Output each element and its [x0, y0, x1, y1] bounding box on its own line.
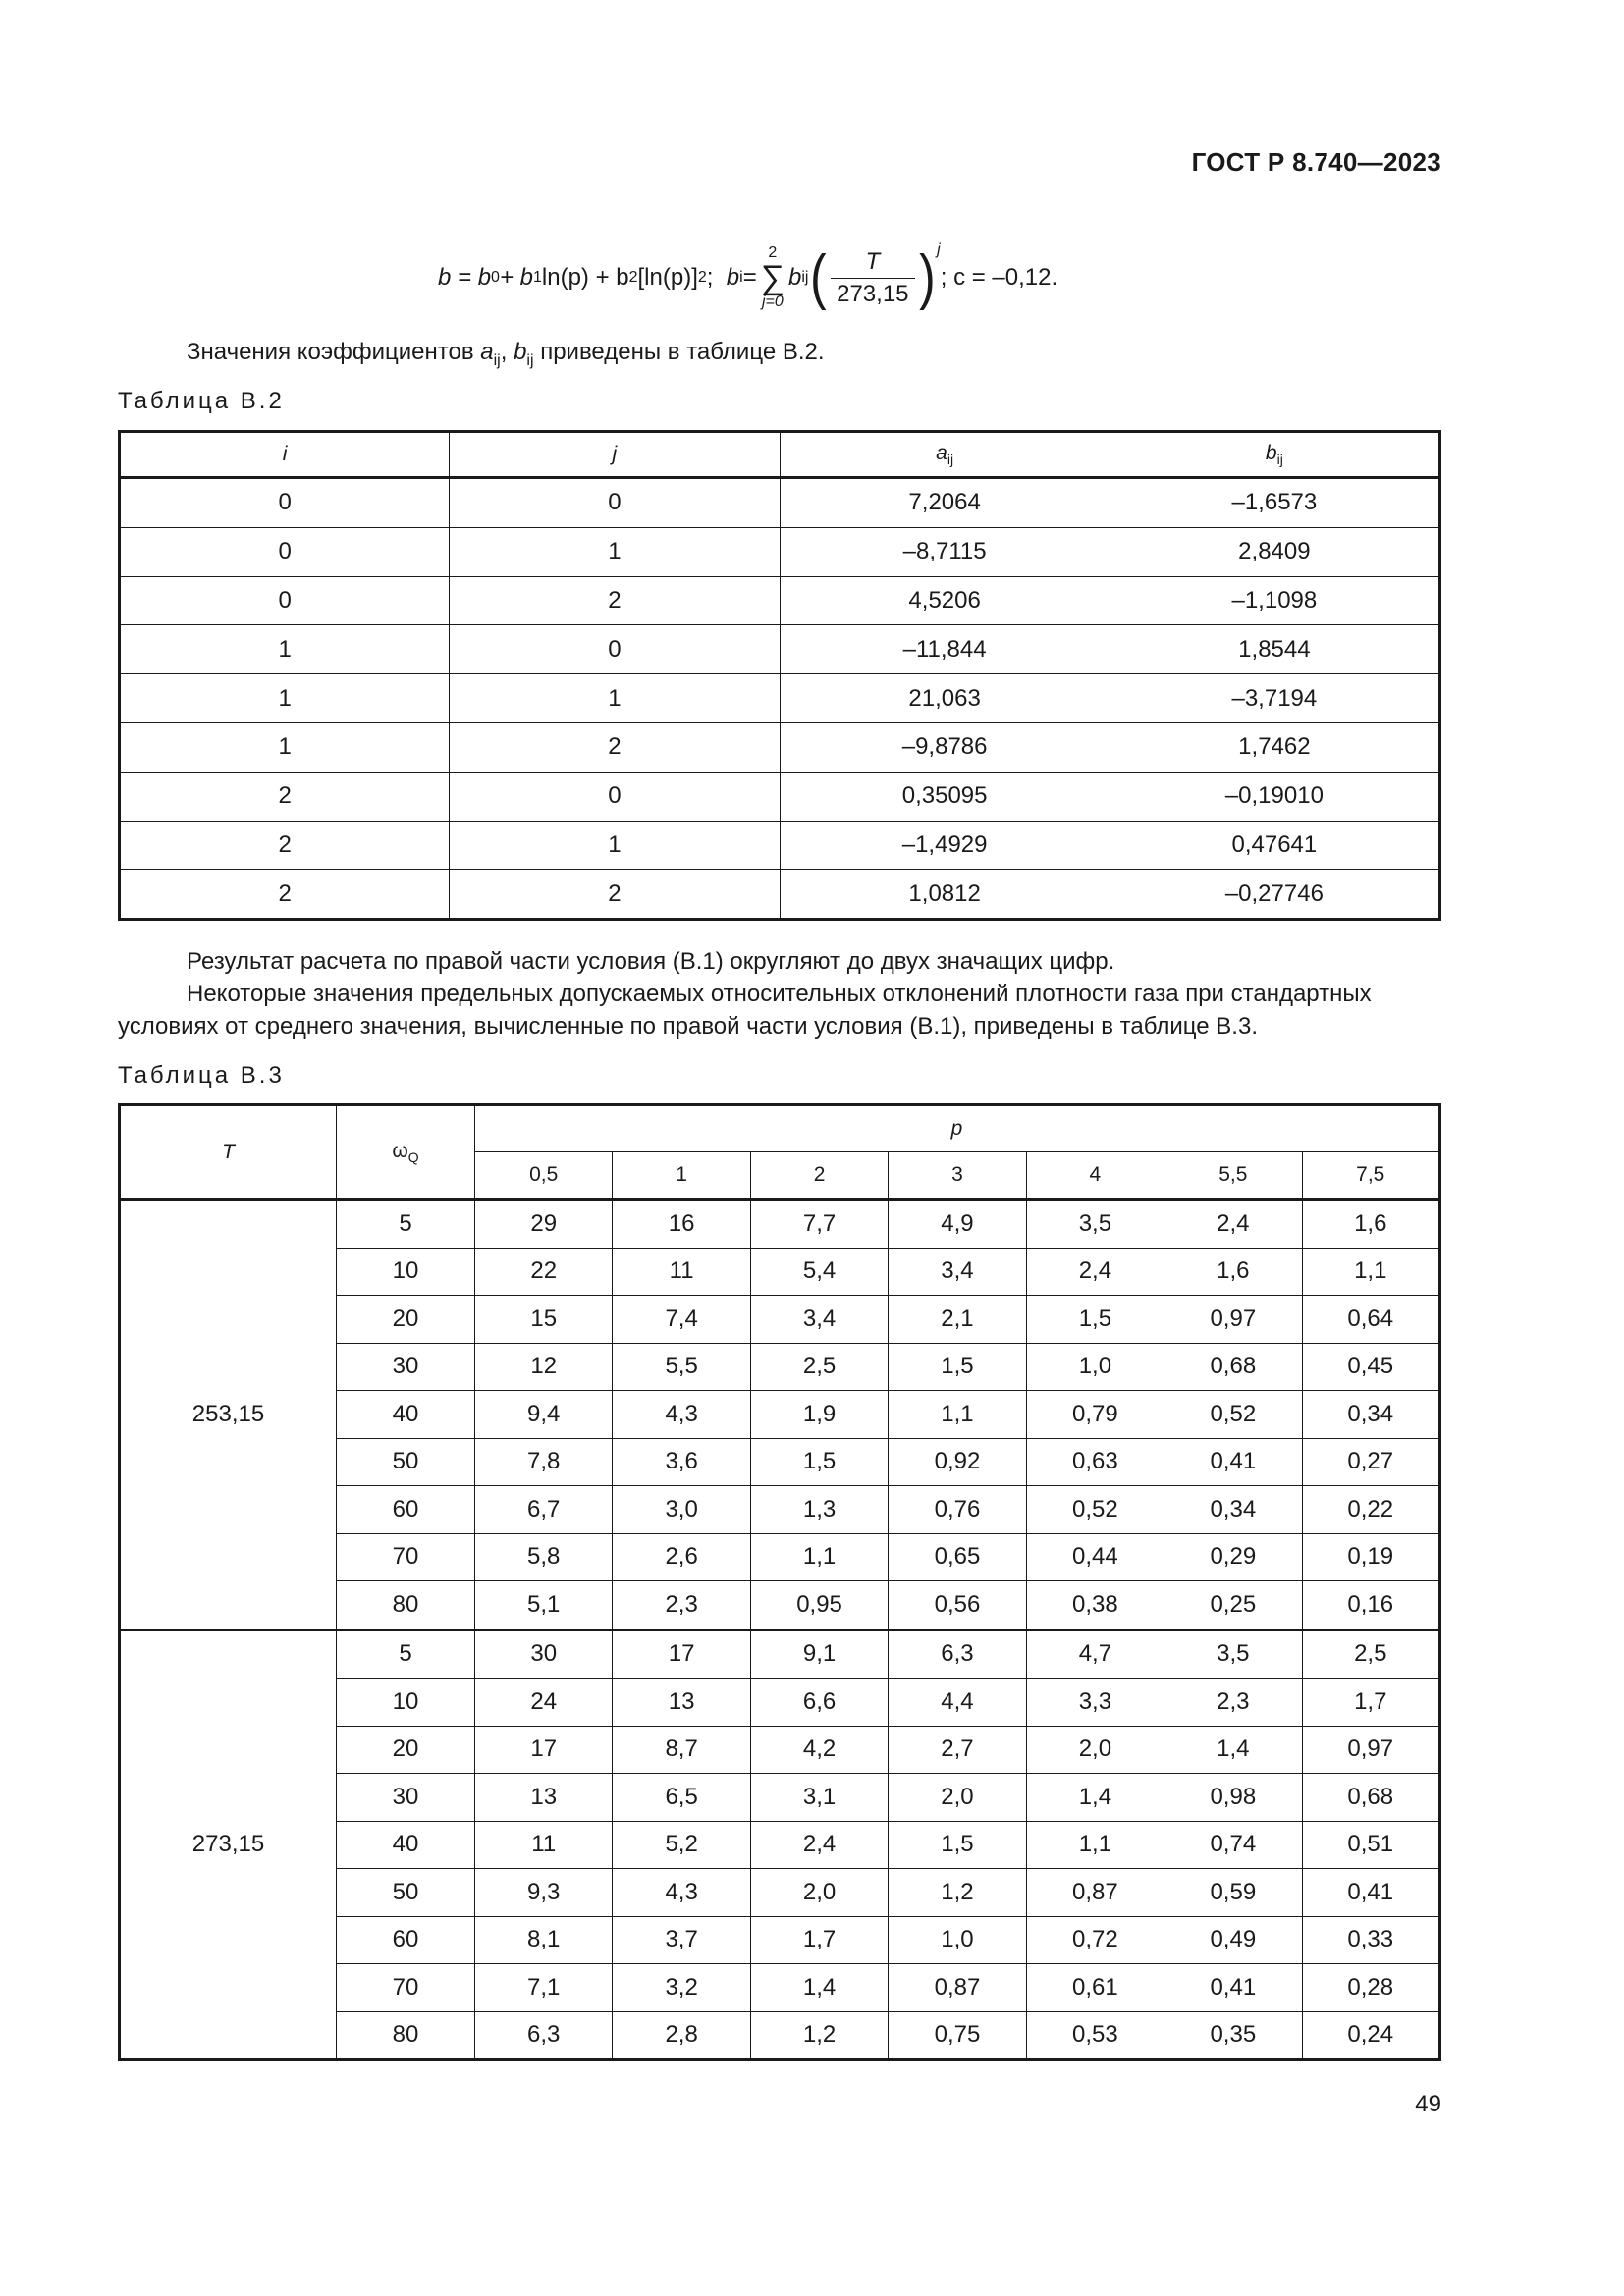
table3-value-cell: 15: [475, 1296, 613, 1344]
table3-value-cell: 3,5: [1164, 1629, 1302, 1679]
table2-header-row: [120, 432, 1440, 478]
formula-sub1: 1: [532, 269, 542, 286]
table3-value-cell: 2,6: [613, 1533, 750, 1581]
intro-a-sub: ij: [493, 352, 501, 369]
table3-value-cell: 4,3: [613, 1869, 750, 1917]
sum-symbol: [761, 245, 785, 310]
table3-value-cell: 0,97: [1164, 1296, 1302, 1344]
table3-value-cell: 6,6: [750, 1679, 888, 1727]
table3-value-cell: 2,0: [750, 1869, 888, 1917]
table2-cell: 21,063: [780, 674, 1110, 723]
table3-value-cell: 7,7: [750, 1200, 888, 1249]
table3-value-cell: 0,16: [1302, 1581, 1439, 1630]
table3-value-cell: 0,28: [1302, 1964, 1439, 2012]
table3-value-cell: 0,64: [1302, 1296, 1439, 1344]
table3-value-cell: 7,4: [613, 1296, 750, 1344]
table2-cell: 0: [450, 478, 780, 528]
table3-value-cell: 3,2: [613, 1964, 750, 2012]
table3-value-cell: 5,5: [613, 1343, 750, 1391]
fraction: [831, 248, 914, 308]
table3-value-cell: 0,75: [889, 2011, 1026, 2060]
power-j: j: [937, 241, 941, 258]
formula-eq: =: [742, 264, 757, 291]
table2-cell: –3,7194: [1110, 674, 1439, 723]
table3-value-cell: 0,56: [889, 1581, 1026, 1630]
table3-value-cell: 0,51: [1302, 1821, 1439, 1869]
table3-value-cell: 0,44: [1026, 1533, 1164, 1581]
table3-omega-cell: 40: [337, 1821, 475, 1869]
table-row: [120, 870, 1440, 920]
table3-value-cell: 2,8: [613, 2011, 750, 2060]
table3-value-cell: 0,63: [1026, 1438, 1164, 1486]
table3-value-cell: 2,0: [1026, 1726, 1164, 1774]
document-code: ГОСТ Р 8.740—2023: [1191, 147, 1441, 177]
table3-value-cell: 1,7: [750, 1916, 888, 1964]
table3-omega-cell: 5: [337, 1200, 475, 1249]
table3-header-p-value: 5,5: [1164, 1152, 1302, 1200]
table3-value-cell: 0,38: [1026, 1581, 1164, 1630]
table3-value-cell: 0,52: [1026, 1486, 1164, 1534]
table3-value-cell: 0,65: [889, 1533, 1026, 1581]
table2-cell: 1: [450, 821, 780, 870]
formula-b: [438, 234, 1057, 322]
table3-value-cell: 5,1: [475, 1581, 613, 1630]
table2-cell: 1,7462: [1110, 722, 1439, 772]
table2-cell: 1,0812: [780, 870, 1110, 920]
formula-sub-i: i: [739, 269, 743, 286]
table2-header-b-sub: ij: [1276, 452, 1283, 467]
table-b2: [118, 430, 1441, 921]
table3-value-cell: 9,4: [475, 1391, 613, 1439]
table2-cell: –0,19010: [1110, 772, 1439, 821]
table2-cell: –1,1098: [1110, 576, 1439, 625]
table3-omega-cell: 70: [337, 1533, 475, 1581]
table3-value-cell: 0,98: [1164, 1774, 1302, 1822]
table3-value-cell: 2,7: [889, 1726, 1026, 1774]
table2-cell: –9,8786: [780, 722, 1110, 772]
table3-value-cell: 9,1: [750, 1629, 888, 1679]
table-row: [120, 625, 1440, 674]
table3-value-cell: 7,8: [475, 1438, 613, 1486]
table3-value-cell: 7,1: [475, 1964, 613, 2012]
table3-value-cell: 0,97: [1302, 1726, 1439, 1774]
table3-header-p-text: p: [950, 1117, 963, 1140]
table3-body: [120, 1200, 1440, 2060]
table2-header-j-text: j: [612, 443, 618, 465]
table3-value-cell: 6,7: [475, 1486, 613, 1534]
table2-cell: 0: [120, 478, 450, 528]
table3-value-cell: 0,52: [1164, 1391, 1302, 1439]
table3-value-cell: 2,3: [613, 1581, 750, 1630]
table2-header-a-sub: ij: [947, 452, 954, 467]
table3-value-cell: 2,0: [889, 1774, 1026, 1822]
table2-header-a-text: a: [936, 442, 947, 464]
table3-value-cell: 1,1: [750, 1533, 888, 1581]
table3-header-p-value: 7,5: [1302, 1152, 1439, 1200]
table3-omega-cell: 20: [337, 1726, 475, 1774]
formula-sub-ij: ij: [801, 269, 809, 286]
table3-omega-cell: 60: [337, 1916, 475, 1964]
table3-omega-cell: 5: [337, 1629, 475, 1679]
table2-cell: 0,35095: [780, 772, 1110, 821]
table3-header-p-value: 4: [1026, 1152, 1164, 1200]
formula-ln1: ln(p) + b: [541, 264, 629, 291]
table3-value-cell: 11: [475, 1821, 613, 1869]
table2-cell: 0: [120, 527, 450, 576]
left-paren: (: [810, 243, 828, 311]
formula-ln2: [ln(p)]: [637, 264, 698, 291]
table3-value-cell: 2,4: [1164, 1200, 1302, 1249]
table2-cell: –1,6573: [1110, 478, 1439, 528]
table-row: [120, 527, 1440, 576]
table3-value-cell: 0,74: [1164, 1821, 1302, 1869]
table3-value-cell: 1,3: [750, 1486, 888, 1534]
table3-value-cell: 4,7: [1026, 1629, 1164, 1679]
table2-caption: Таблица В.2: [118, 388, 285, 414]
formula-semi1: ;: [706, 264, 714, 291]
table3-header-T: [120, 1105, 337, 1200]
table3-omega-cell: 40: [337, 1391, 475, 1439]
formula-tail: ; c = –0,12.: [940, 264, 1058, 291]
table3-value-cell: 0,87: [889, 1964, 1026, 2012]
table3-value-cell: 3,7: [613, 1916, 750, 1964]
table3-value-cell: 8,7: [613, 1726, 750, 1774]
table2-cell: 2: [450, 576, 780, 625]
table2-cell: 4,5206: [780, 576, 1110, 625]
table3-temperature-cell: 253,15: [120, 1200, 337, 1630]
table2-cell: 0: [450, 772, 780, 821]
table3-value-cell: 2,5: [1302, 1629, 1439, 1679]
table2-cell: 2: [120, 772, 450, 821]
table3-value-cell: 4,3: [613, 1391, 750, 1439]
table3-value-cell: 29: [475, 1200, 613, 1249]
table3-value-cell: 0,41: [1164, 1438, 1302, 1486]
table3-header-p-value: 1: [613, 1152, 750, 1200]
table3-value-cell: 1,0: [889, 1916, 1026, 1964]
table3-value-cell: 2,1: [889, 1296, 1026, 1344]
table3-value-cell: 6,5: [613, 1774, 750, 1822]
table3-value-cell: 17: [613, 1629, 750, 1679]
table3-value-cell: 0,41: [1302, 1869, 1439, 1917]
table3-omega-cell: 20: [337, 1296, 475, 1344]
table3-value-cell: 0,68: [1302, 1774, 1439, 1822]
intro-paragraph: [187, 336, 825, 377]
table3-value-cell: 16: [613, 1200, 750, 1249]
table3-omega-cell: 30: [337, 1774, 475, 1822]
table3-value-cell: 0,95: [750, 1581, 888, 1630]
table2-cell: 2: [120, 821, 450, 870]
table2-cell: 2: [450, 870, 780, 920]
table3-caption: Таблица В.3: [118, 1062, 285, 1089]
table3-value-cell: 2,5: [750, 1343, 888, 1391]
table3-value-cell: 3,4: [750, 1296, 888, 1344]
table-b3: [118, 1103, 1441, 2061]
table3-value-cell: 1,7: [1302, 1679, 1439, 1727]
table3-omega-cell: 10: [337, 1248, 475, 1296]
table3-value-cell: 1,5: [889, 1821, 1026, 1869]
table2-header-i: [120, 432, 450, 478]
table3-header-p-value: 0,5: [475, 1152, 613, 1200]
table3-value-cell: 5,8: [475, 1533, 613, 1581]
table3-value-cell: 0,35: [1164, 2011, 1302, 2060]
table3-value-cell: 1,1: [889, 1391, 1026, 1439]
intro-b-sub: ij: [526, 352, 534, 369]
table3-value-cell: 24: [475, 1679, 613, 1727]
intro-b: b: [514, 339, 527, 365]
table3-value-cell: 0,34: [1302, 1391, 1439, 1439]
table2-cell: 2: [120, 870, 450, 920]
table3-value-cell: 0,79: [1026, 1391, 1164, 1439]
table3-header-T-text: T: [222, 1140, 235, 1163]
table3-value-cell: 0,19: [1302, 1533, 1439, 1581]
table3-value-cell: 13: [475, 1774, 613, 1822]
table2-cell: –11,844: [780, 625, 1110, 674]
table3-value-cell: 1,9: [750, 1391, 888, 1439]
result-paragraph: Результат расчета по правой части условия (В.1) округляют до двух значащих цифр.: [187, 948, 1115, 975]
table3-value-cell: 1,4: [750, 1964, 888, 2012]
table-row: [120, 722, 1440, 772]
table3-value-cell: 1,4: [1026, 1774, 1164, 1822]
table3-value-cell: 0,41: [1164, 1964, 1302, 2012]
intro-a: a: [480, 339, 494, 365]
table3-value-cell: 4,2: [750, 1726, 888, 1774]
table2-body: [120, 478, 1440, 920]
table3-omega-cell: 80: [337, 2011, 475, 2060]
table3-omega-cell: 70: [337, 1964, 475, 2012]
table3-value-cell: 1,6: [1302, 1200, 1439, 1249]
table3-header-row1: [120, 1105, 1440, 1152]
values-paragraph-line1: Некоторые значения предельных допускаемых относительных отклонений плотности газа при стандартных: [187, 981, 1372, 1007]
table3-omega-cell: 60: [337, 1486, 475, 1534]
table3-value-cell: 3,6: [613, 1438, 750, 1486]
table3-value-cell: 1,5: [1026, 1296, 1164, 1344]
table2-cell: 1: [120, 722, 450, 772]
table3-value-cell: 2,4: [750, 1821, 888, 1869]
table2-cell: 0: [450, 625, 780, 674]
formula-bi: b: [726, 264, 740, 291]
table2-header-b-text: b: [1265, 442, 1277, 464]
table3-header-omega: [337, 1105, 475, 1200]
table3-omega-cell: 80: [337, 1581, 475, 1630]
table3-value-cell: 0,34: [1164, 1486, 1302, 1534]
intro-comma: ,: [500, 339, 514, 365]
table3-value-cell: 2,4: [1026, 1248, 1164, 1296]
table-row: [120, 821, 1440, 870]
table2-cell: 2,8409: [1110, 527, 1439, 576]
table3-value-cell: 4,9: [889, 1200, 1026, 1249]
formula-plus1: + b: [499, 264, 533, 291]
table3-value-cell: 3,3: [1026, 1679, 1164, 1727]
table2-header-i-text: i: [282, 443, 288, 465]
table2-cell: 1,8544: [1110, 625, 1439, 674]
table3-value-cell: 1,6: [1164, 1248, 1302, 1296]
table3-value-cell: 0,45: [1302, 1343, 1439, 1391]
table3-value-cell: 0,49: [1164, 1916, 1302, 1964]
table3-value-cell: 6,3: [475, 2011, 613, 2060]
formula-sq: 2: [697, 269, 707, 286]
table-row: [120, 772, 1440, 821]
table3-value-cell: 13: [613, 1679, 750, 1727]
table2-cell: 1: [120, 674, 450, 723]
table2-cell: –8,7115: [780, 527, 1110, 576]
table3-value-cell: 6,3: [889, 1629, 1026, 1679]
table2-cell: 7,2064: [780, 478, 1110, 528]
fraction-denominator: 273,15: [831, 278, 914, 308]
table3-value-cell: 8,1: [475, 1916, 613, 1964]
table3-value-cell: 17: [475, 1726, 613, 1774]
table3-value-cell: 4,4: [889, 1679, 1026, 1727]
table3-value-cell: 3,0: [613, 1486, 750, 1534]
table3-header-omega-sub: Q: [407, 1148, 419, 1165]
table3-value-cell: 0,72: [1026, 1916, 1164, 1964]
table-row: [120, 576, 1440, 625]
table2-cell: –1,4929: [780, 821, 1110, 870]
table3-header-p-value: 2: [750, 1152, 888, 1200]
table3-omega-cell: 30: [337, 1343, 475, 1391]
sum-top: 2: [768, 244, 778, 261]
table3-omega-cell: 50: [337, 1438, 475, 1486]
table-row: [120, 1629, 1440, 1679]
table3-value-cell: 0,61: [1026, 1964, 1164, 2012]
table2-cell: 1: [450, 674, 780, 723]
fraction-numerator: T: [865, 247, 881, 275]
table3-value-cell: 1,2: [750, 2011, 888, 2060]
table3-omega-cell: 10: [337, 1679, 475, 1727]
formula-bij: b: [787, 264, 802, 291]
table2-cell: 2: [450, 722, 780, 772]
table3-value-cell: 12: [475, 1343, 613, 1391]
sum-sigma: ∑: [760, 259, 785, 296]
table3-value-cell: 1,1: [1302, 1248, 1439, 1296]
table3-value-cell: 3,1: [750, 1774, 888, 1822]
table3-value-cell: 0,25: [1164, 1581, 1302, 1630]
values-paragraph-line2: условиях от среднего значения, вычисленные по правой части условия (В.1), приведены в таблице В.3.: [118, 1013, 1258, 1040]
table3-value-cell: 30: [475, 1629, 613, 1679]
table3-value-cell: 0,27: [1302, 1438, 1439, 1486]
formula-b-eq: b = b: [438, 264, 492, 291]
table3-value-cell: 5,4: [750, 1248, 888, 1296]
table3-value-cell: 1,5: [889, 1343, 1026, 1391]
table3-value-cell: 5,2: [613, 1821, 750, 1869]
table3-value-cell: 1,4: [1164, 1726, 1302, 1774]
table2-cell: 1: [450, 527, 780, 576]
table3-value-cell: 11: [613, 1248, 750, 1296]
table3-value-cell: 0,59: [1164, 1869, 1302, 1917]
table3-value-cell: 3,4: [889, 1248, 1026, 1296]
table3-temperature-cell: 273,15: [120, 1629, 337, 2060]
sum-bottom: j=0: [761, 294, 784, 310]
table2-cell: –0,27746: [1110, 870, 1439, 920]
table3-value-cell: 0,92: [889, 1438, 1026, 1486]
table3-value-cell: 0,24: [1302, 2011, 1439, 2060]
intro-end: приведены в таблице В.2.: [533, 339, 825, 365]
table3-value-cell: 0,33: [1302, 1916, 1439, 1964]
table3-value-cell: 1,2: [889, 1869, 1026, 1917]
table3-value-cell: 3,5: [1026, 1200, 1164, 1249]
table3-value-cell: 0,29: [1164, 1533, 1302, 1581]
table3-value-cell: 0,22: [1302, 1486, 1439, 1534]
formula-sub2: 2: [628, 269, 638, 286]
right-paren: ): [918, 243, 936, 311]
table-row: [120, 674, 1440, 723]
formula-sub0: 0: [491, 269, 500, 286]
table3-value-cell: 2,3: [1164, 1679, 1302, 1727]
table3-value-cell: 0,68: [1164, 1343, 1302, 1391]
table2-header-j: [450, 432, 780, 478]
table2-header-b: [1110, 432, 1439, 478]
table2-cell: 0: [120, 576, 450, 625]
table3-header-p-value: 3: [889, 1152, 1026, 1200]
table3-omega-cell: 50: [337, 1869, 475, 1917]
table3-value-cell: 0,53: [1026, 2011, 1164, 2060]
table3-header-omega-text: ω: [392, 1139, 408, 1162]
page-number: 49: [1415, 2091, 1441, 2117]
table2-cell: 1: [120, 625, 450, 674]
table-row: [120, 1200, 1440, 1249]
table3-value-cell: 1,1: [1026, 1821, 1164, 1869]
table3-value-cell: 22: [475, 1248, 613, 1296]
table3-value-cell: 1,5: [750, 1438, 888, 1486]
table3-value-cell: 9,3: [475, 1869, 613, 1917]
table3-value-cell: 0,87: [1026, 1869, 1164, 1917]
table3-value-cell: 0,76: [889, 1486, 1026, 1534]
table-row: [120, 478, 1440, 528]
table3-value-cell: 1,0: [1026, 1343, 1164, 1391]
table2-cell: 0,47641: [1110, 821, 1439, 870]
intro-start: Значения коэффициентов: [187, 339, 481, 365]
table2-header-a: [780, 432, 1110, 478]
table3-header-p: [475, 1105, 1440, 1152]
